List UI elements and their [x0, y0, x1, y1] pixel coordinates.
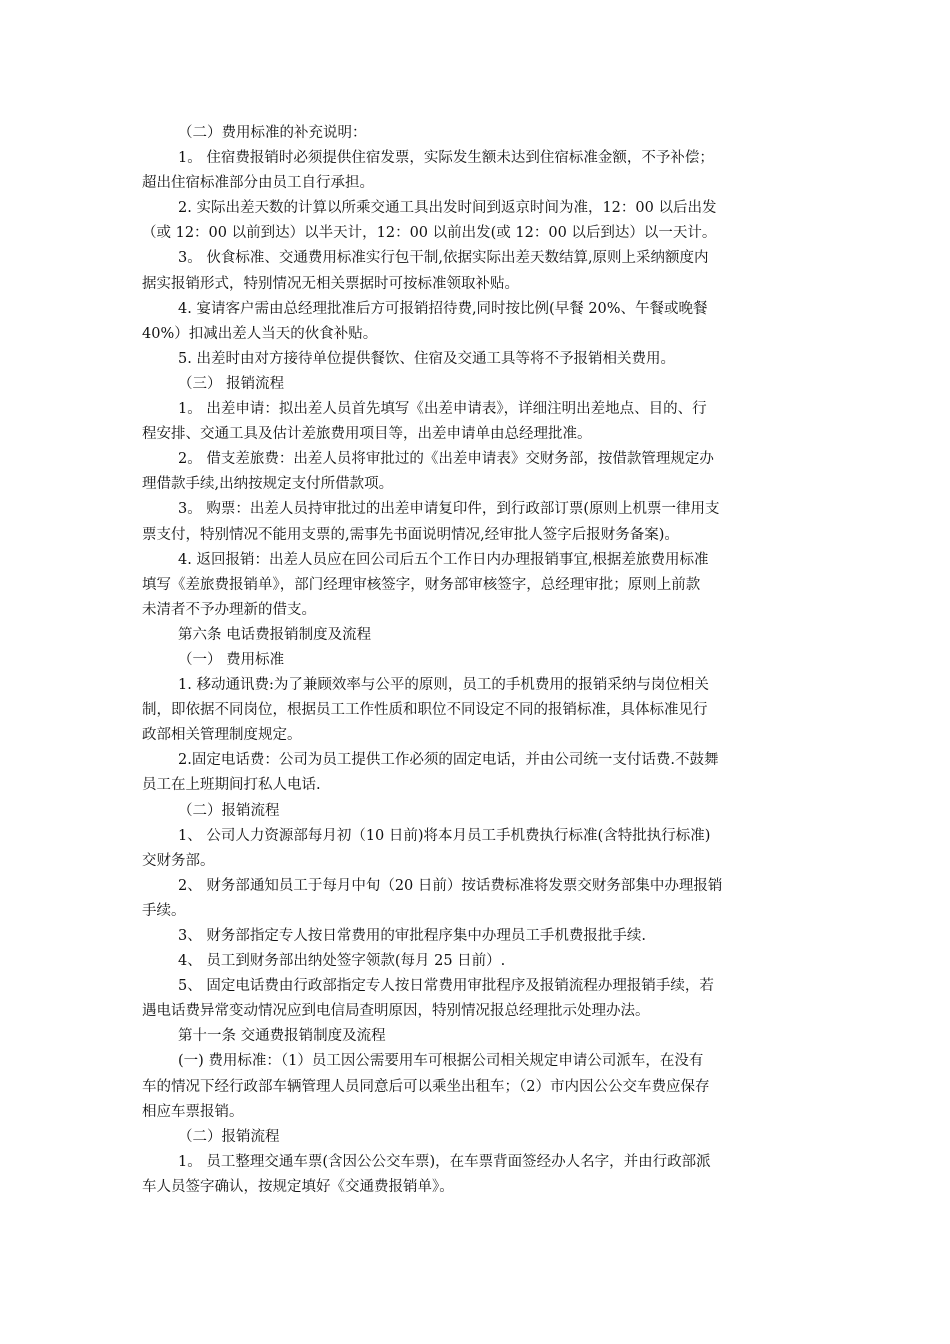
paragraph-line: 2。 借支差旅费：出差人员将审批过的《出差申请表》交财务部，按借款管理规定办 [178, 451, 714, 468]
paragraph-line: 员工在上班期间打私人电话. [142, 777, 321, 794]
paragraph-line: 4、 员工到财务部出纳处签字领款(每月 25 日前）. [178, 953, 506, 970]
paragraph-line: 2.固定电话费：公司为员工提供工作必须的固定电话，并由公司统一支付话费.不鼓舞 [178, 752, 719, 769]
paragraph-line: 1。 住宿费报销时必须提供住宿发票，实际发生额未达到住宿标准金额，不予补偿； [178, 150, 714, 167]
subsection-heading: （二）费用标准的补充说明： [178, 125, 367, 141]
paragraph-line: 4. 返回报销：出差人员应在回公司后五个工作日内办理报销事宜,根据差旅费用标准 [178, 551, 709, 568]
paragraph-line: 理借款手续,出纳按规定支付所借款项。 [142, 476, 394, 493]
paragraph-line: （或 12：00 以前到达）以半天计，12：00 以前出发(或 12：00 以后到达）以一天计。 [142, 225, 717, 242]
paragraph-line: 程安排、交通工具及估计差旅费用项目等，出差申请单由总经理批准。 [142, 426, 592, 443]
paragraph-line: 相应车票报销。 [142, 1103, 244, 1120]
paragraph-line: 4. 宴请客户需由总经理批准后方可报销招待费,同时按比例(早餐 20%、午餐或晚餐 [178, 300, 708, 317]
paragraph-line: 5. 出差时由对方接待单位提供餐饮、住宿及交通工具等将不予报销相关费用。 [178, 350, 675, 367]
paragraph-line: (一) 费用标准：（1）员工因公需要用车可根据公司相关规定申请公司派车，在没有 [178, 1053, 704, 1070]
paragraph-line: 1。 员工整理交通车票(含因公公交车票)，在车票背面签经办人名字，并由行政部派 [178, 1153, 711, 1170]
paragraph-line: 5、 固定电话费由行政部指定专人按日常费用审批程序及报销流程办理报销手续，若 [178, 978, 714, 995]
subsection-heading: （一） 费用标准 [178, 651, 285, 668]
paragraph-line: 2. 实际出差天数的计算以所乘交通工具出发时间到返京时间为准，12：00 以后出发 [178, 200, 717, 217]
paragraph-line: 政部相关管理制度规定。 [142, 727, 302, 744]
paragraph-line: 2、 财务部通知员工于每月中旬（20 日前）按话费标准将发票交财务部集中办理报销 [178, 877, 723, 894]
paragraph-line: 3、 财务部指定专人按日常费用的审批程序集中办理员工手机费报批手续. [178, 928, 646, 944]
paragraph-line: 填写《差旅费报销单》，部门经理审核签字，财务部审核签字，总经理审批；原则上前款 [142, 576, 701, 593]
subsection-heading: （二）报销流程 [178, 1128, 280, 1145]
paragraph-line: 车的情况下经行政部车辆管理人员同意后可以乘坐出租车；（2）市内因公公交车费应保存 [142, 1078, 710, 1095]
paragraph-line: 交财务部。 [142, 852, 215, 869]
article-heading: 第十一条 交通费报销制度及流程 [178, 1028, 386, 1045]
paragraph-line: 3。 伙食标准、交通费用标准实行包干制,依据实际出差天数结算,原则上采纳额度内 [178, 250, 709, 267]
paragraph-line: 3。 购票：出差人员持审批过的出差申请复印件，到行政部订票(原则上机票一律用支 [178, 501, 720, 518]
article-heading: 第六条 电话费报销制度及流程 [178, 626, 372, 643]
paragraph-line: 40%）扣减出差人当天的伙食补贴。 [142, 325, 378, 342]
paragraph-line: 1. 移动通讯费:为了兼顾效率与公平的原则，员工的手机费用的报销采纳与岗位相关 [178, 677, 709, 694]
paragraph-line: 车人员签字确认，按规定填好《交通费报销单》。 [142, 1178, 454, 1195]
document-body [142, 121, 810, 1200]
paragraph-line: 制，即依据不同岗位，根据员工工作性质和职位不同设定不同的报销标准，具体标准见行 [142, 702, 708, 719]
paragraph-line: 1、 公司人力资源部每月初（10 日前)将本月员工手机费执行标准(含特批执行标准) [178, 827, 711, 844]
paragraph-line: 据实报销形式，特别情况无相关票据时可按标准领取补贴。 [142, 275, 519, 292]
paragraph-line: 手续。 [142, 902, 186, 919]
paragraph-line: 未清者不予办理新的借支。 [142, 601, 316, 618]
paragraph-line: 1。 出差申请：拟出差人员首先填写《出差申请表》，详细注明出差地点、目的、行 [178, 401, 707, 418]
subsection-heading: （三） 报销流程 [178, 375, 285, 392]
paragraph-line: 票支付，特别情况不能用支票的,需事先书面说明情况,经审批人签字后报财务备案)。 [142, 526, 679, 543]
paragraph-line: 遇电话费异常变动情况应到电信局查明原因，特别情况报总经理批示处理办法。 [142, 1003, 650, 1020]
paragraph-line: 超出住宿标准部分由员工自行承担。 [142, 175, 374, 192]
subsection-heading: （二）报销流程 [178, 802, 280, 819]
